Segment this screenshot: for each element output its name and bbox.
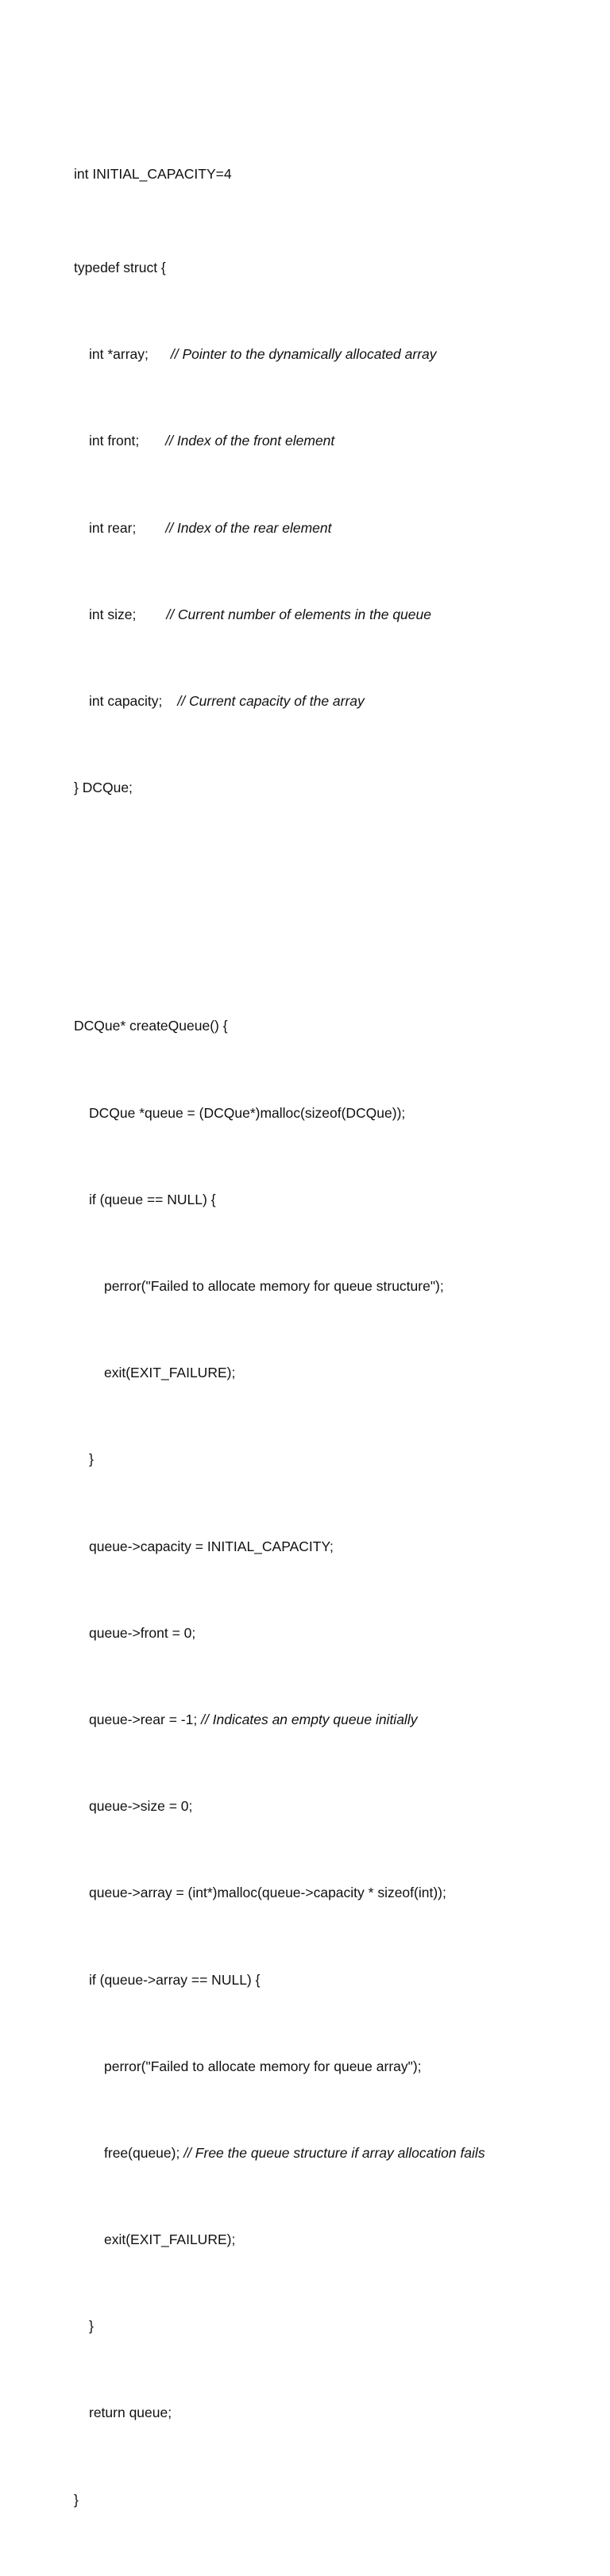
code-line-field-front [74,430,598,452]
code-line-free-queue [74,2143,598,2164]
code-text: typedef struct { [74,260,166,276]
code-text: queue->rear = -1; [89,1711,198,1727]
code-block [74,98,598,2576]
code-line-blank [74,929,598,950]
code-text: if (queue->array == NULL) { [89,1971,261,1988]
code-line-perror-array [74,2056,598,2077]
code-comment: // Index of the rear element [165,519,332,536]
code-text: perror("Failed to allocate memory for queue structure"); [104,1278,444,1295]
code-comment: // Index of the front element [165,433,335,449]
code-comment: // Current capacity of the array [177,693,365,710]
code-line-set-rear [74,1709,598,1731]
code-text: queue->size = 0; [89,1798,193,1815]
code-comment: // Free the queue structure if array allocation fails [183,2144,485,2161]
code-comment: // Pointer to the dynamically allocated array [170,346,437,363]
code-text: queue->array = (int*)malloc(queue->capacity * sizeof(int)); [89,1885,446,1901]
code-line-field-size [74,604,598,626]
code-line-set-capacity [74,1536,598,1558]
code-line-blank [74,864,598,885]
code-line-close-function [74,2489,598,2511]
code-text: int front; [89,433,140,449]
code-comment: // Indicates an empty queue initially [201,1711,418,1727]
code-line-field-array [74,344,598,365]
code-text: int size; [89,606,137,622]
code-text: if (queue == NULL) { [89,1191,216,1207]
code-line-exit-failure [74,2229,598,2251]
code-text: int rear; [89,519,137,536]
code-line-alloc-array [74,1882,598,1904]
code-text: } [89,1451,94,1468]
code-text: return queue; [89,2405,172,2421]
code-line-typedef-close [74,777,598,799]
code-line-set-front [74,1623,598,1644]
code-text: queue->front = 0; [89,1624,196,1641]
code-text: queue->capacity = INITIAL_CAPACITY; [89,1538,334,1554]
code-comment: // Current number of elements in the queue [166,606,431,622]
code-text: int capacity; [89,693,163,710]
code-line-alloc-queue [74,1103,598,1124]
code-line-function-signature [74,1015,598,1037]
code-line-exit-failure [74,1362,598,1384]
code-text: DCQue *queue = (DCQue*)malloc(sizeof(DCQue)); [89,1104,406,1121]
code-text: } [74,2491,79,2508]
code-text: perror("Failed to allocate memory for queue array"); [104,2058,422,2074]
code-text: exit(EXIT_FAILURE); [104,1365,236,1381]
code-line-if-queue-null [74,1189,598,1211]
code-line-if-array-null [74,1970,598,1991]
code-text: } DCQue; [74,780,133,796]
code-line-perror-struct [74,1276,598,1297]
code-text: } [89,2318,94,2335]
code-line-return-queue [74,2402,598,2424]
code-text: exit(EXIT_FAILURE); [104,2231,236,2248]
code-text: free(queue); [104,2144,180,2161]
code-line-set-size [74,1796,598,1817]
code-text: int INITIAL_CAPACITY=4 [74,165,232,182]
code-text: int *array; [89,346,149,363]
code-line-capacity-constant [74,164,598,185]
code-text: DCQue* createQueue() { [74,1018,228,1034]
code-line-close-brace [74,1449,598,1470]
code-line-close-brace [74,2316,598,2337]
code-line-field-capacity [74,691,598,712]
code-line-typedef-open [74,257,598,279]
code-line-field-rear [74,518,598,539]
